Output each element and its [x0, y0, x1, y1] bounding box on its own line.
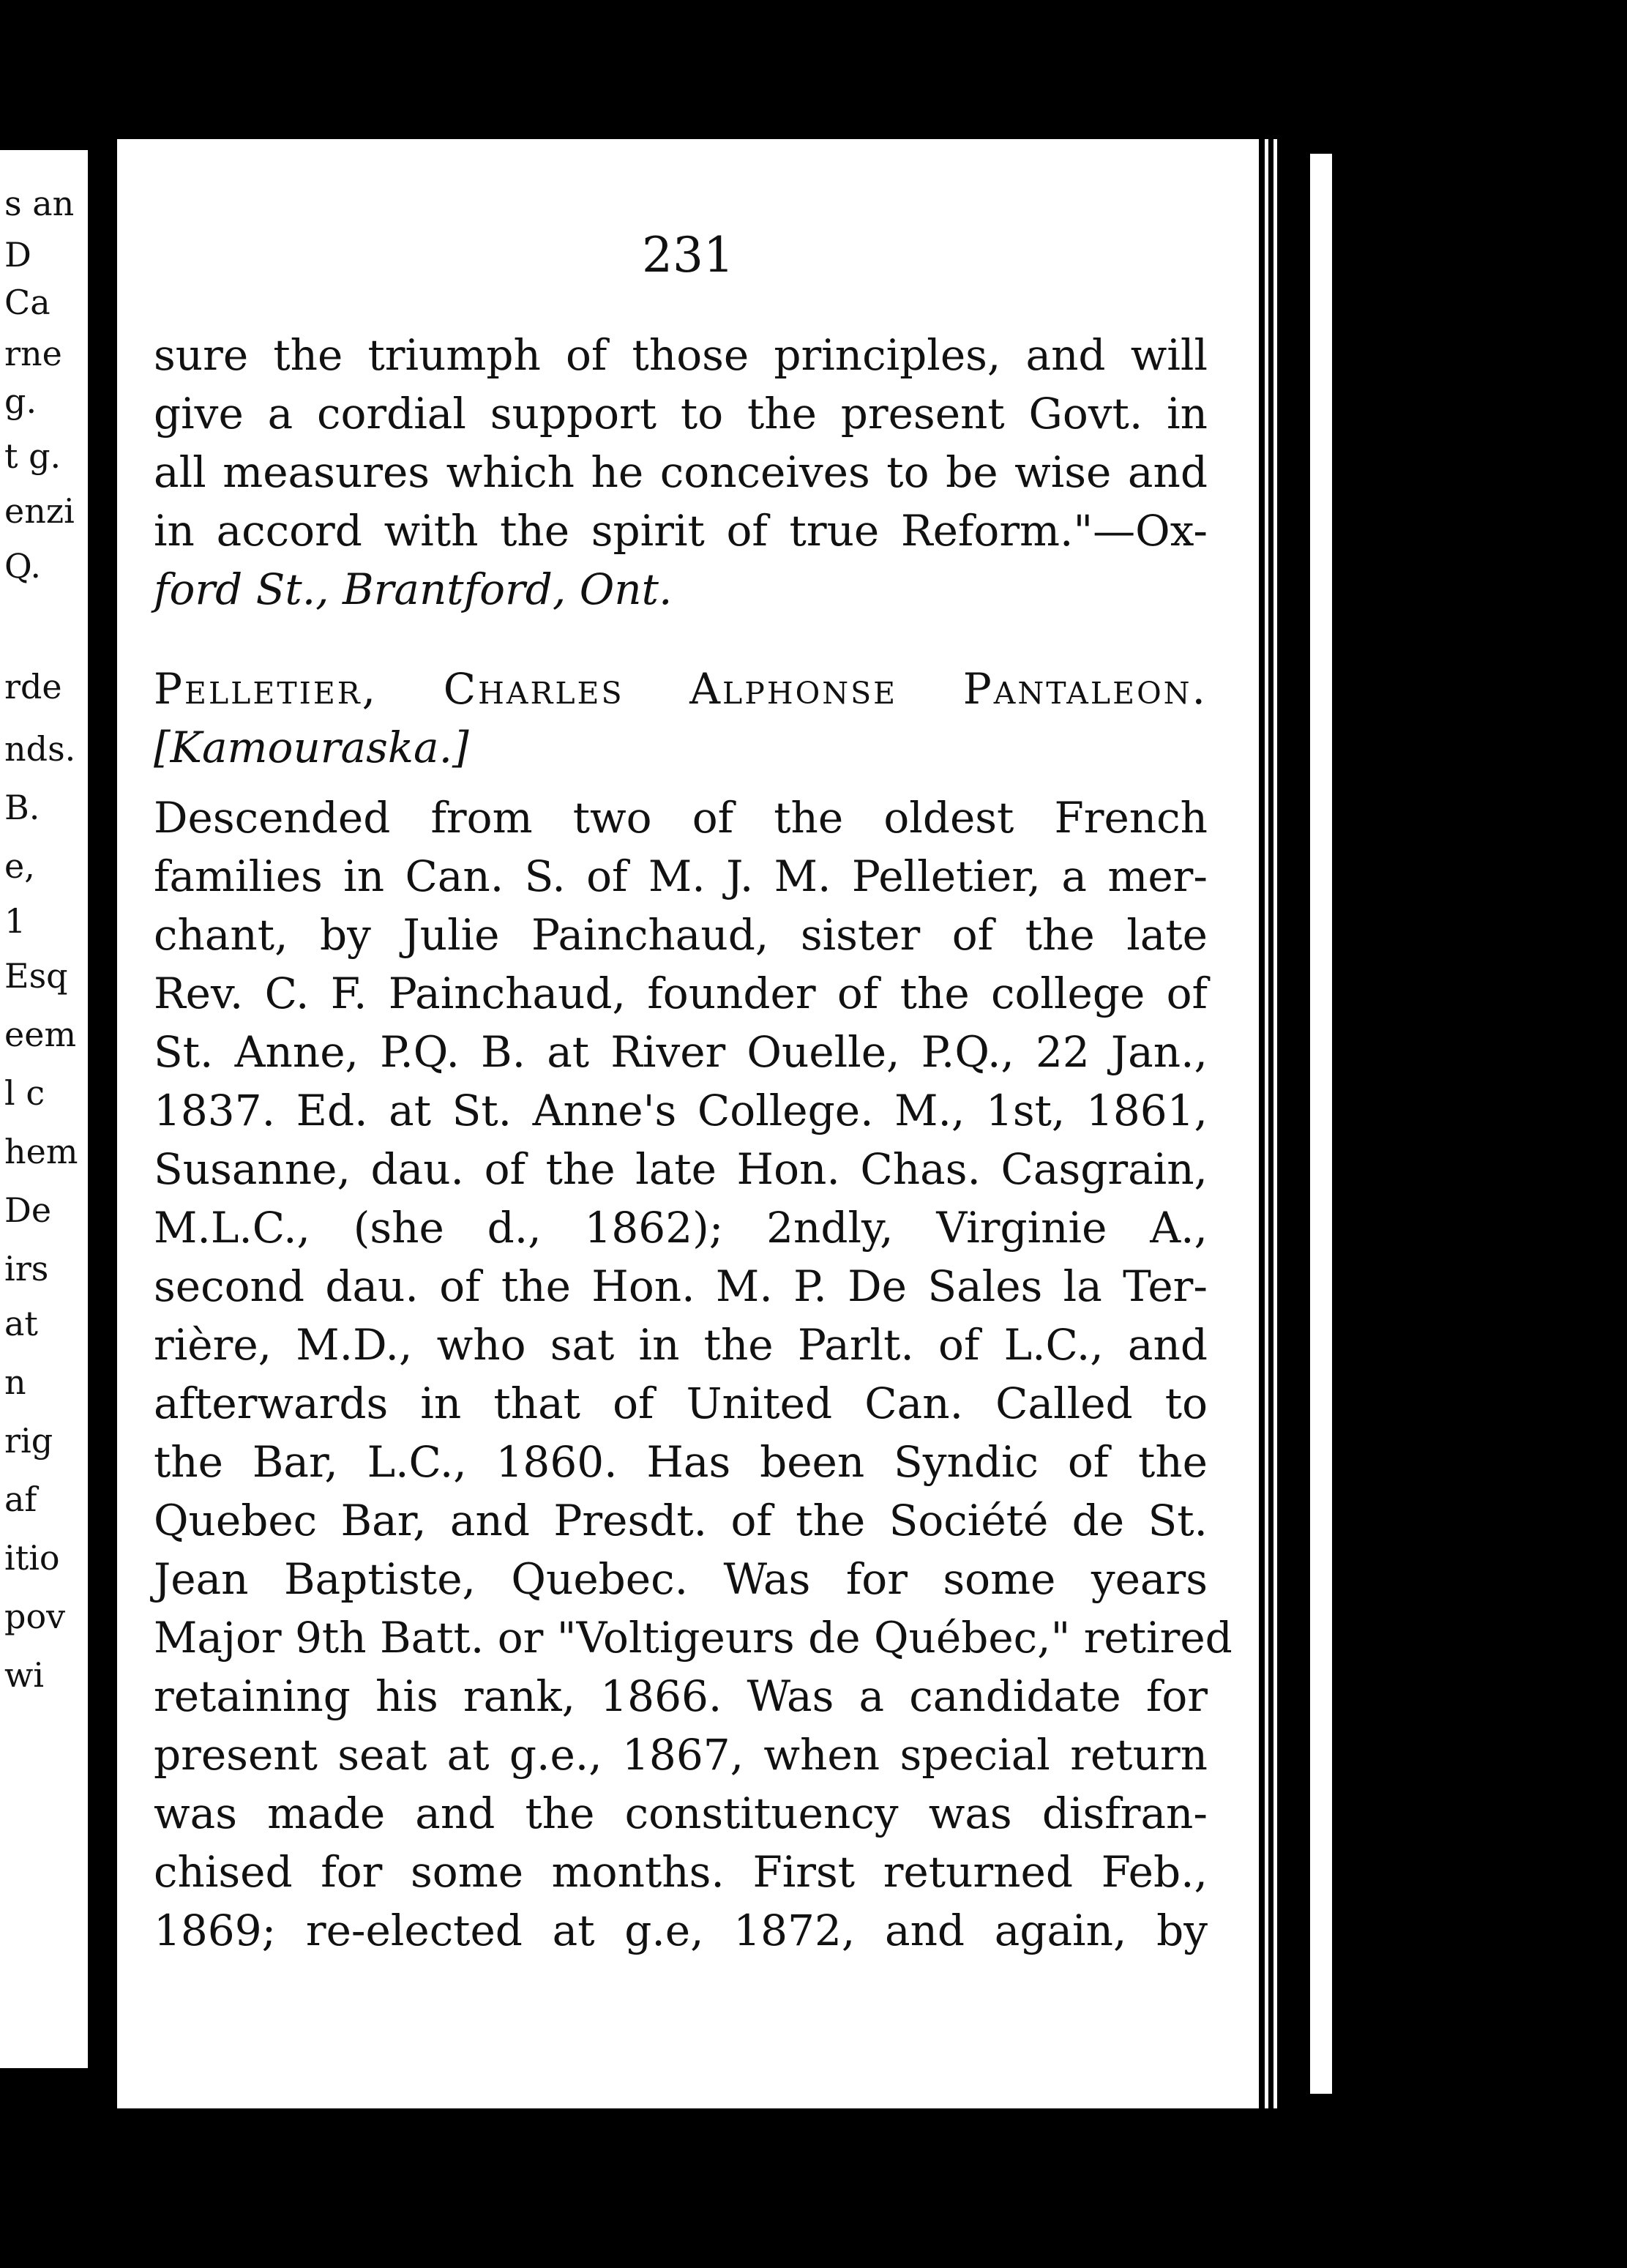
text-line: Rev. C. F. Painchaud, founder of the college of — [154, 969, 1208, 1018]
fragment: at — [4, 1304, 38, 1343]
text-line: all measures which he conceives to be wise and — [154, 447, 1208, 497]
fragment: eem — [4, 1015, 77, 1054]
fragment: hem — [4, 1132, 78, 1171]
fragment: De — [4, 1190, 52, 1230]
text-line: present seat at g.e., 1867, when special return — [154, 1730, 1208, 1780]
text-line: Descended from two of the oldest French — [154, 793, 1208, 843]
page-text — [154, 326, 1233, 1960]
fragment: Esq — [4, 956, 68, 996]
text-line: Jean Baptiste, Quebec. Was for some years — [154, 1554, 1208, 1604]
fragment: pov — [4, 1597, 66, 1636]
page-number: 231 — [642, 227, 734, 283]
entry-constituency: [Kamouraska.] — [154, 723, 469, 772]
fragment: itio — [4, 1538, 60, 1578]
text-line: chant, by Julie Painchaud, sister of the late — [154, 910, 1208, 960]
fragment: enzi — [4, 491, 75, 531]
fragment: D — [4, 235, 31, 275]
text-line: in accord with the spirit of true Reform."—Ox- — [154, 506, 1208, 556]
text-line: retaining his rank, 1866. Was a candidate for — [154, 1671, 1208, 1721]
fragment: g. — [4, 381, 37, 421]
fragment: nds. — [4, 729, 76, 769]
fragment: Q. — [4, 546, 42, 586]
text-line: second dau. of the Hon. M. P. De Sales la Ter- — [154, 1261, 1208, 1311]
entry-heading: Pelletier, Charles Alphonse Pantaleon. — [154, 664, 1208, 714]
text-line: chised for some months. First returned Feb., — [154, 1847, 1208, 1897]
fragment: t g. — [4, 436, 61, 476]
fragment: 1 — [4, 901, 26, 941]
text-line: families in Can. S. of M. J. M. Pelletier, a mer- — [154, 851, 1208, 901]
facing-page-edge — [0, 150, 88, 2068]
text-line: afterwards in that of United Can. Called to — [154, 1379, 1208, 1428]
fragment: rig — [4, 1421, 53, 1461]
page-fore-edge — [1259, 139, 1303, 2108]
text-line: was made and the constituency was disfran- — [154, 1788, 1208, 1838]
text-line: M.L.C., (she d., 1862); 2ndly, Virginie A., — [154, 1203, 1208, 1253]
text-line: Quebec Bar, and Presdt. of the Société de St. — [154, 1496, 1208, 1545]
fragment: l c — [4, 1073, 45, 1113]
fragment: Ca — [4, 283, 51, 322]
text-line: St. Anne, P.Q. B. at River Ouelle, P.Q., 22 Jan., — [154, 1027, 1208, 1077]
text-line: 1837. Ed. at St. Anne's College. M., 1st, 1861, — [154, 1086, 1208, 1135]
fragment: af — [4, 1480, 37, 1519]
fragment: B. — [4, 788, 40, 827]
text-line: Major 9th Batt. or "Voltigeurs de Québec," retired — [154, 1613, 1233, 1663]
fragment: e, — [4, 846, 35, 886]
fragment: rde — [4, 667, 62, 706]
text-line: Susanne, dau. of the late Hon. Chas. Casgrain, — [154, 1144, 1208, 1194]
text-line: sure the triumph of those principles, and will — [154, 330, 1208, 380]
fragment: wi — [4, 1655, 45, 1695]
text-line: ford St., Brantford, Ont. — [154, 564, 673, 614]
fragment: n — [4, 1362, 26, 1402]
fragment: rne — [4, 334, 62, 373]
fragment: irs — [4, 1249, 49, 1288]
text-line: 1869; re-elected at g.e, 1872, and again, by — [154, 1906, 1208, 1955]
text-line: rière, M.D., who sat in the Parlt. of L.C., and — [154, 1320, 1208, 1370]
scan-border-strip — [1310, 154, 1332, 2094]
fragment: s an — [4, 184, 75, 223]
text-line: the Bar, L.C., 1860. Has been Syndic of the — [154, 1437, 1208, 1487]
text-line: give a cordial support to the present Govt. in — [154, 389, 1208, 439]
book-page — [117, 139, 1259, 2108]
